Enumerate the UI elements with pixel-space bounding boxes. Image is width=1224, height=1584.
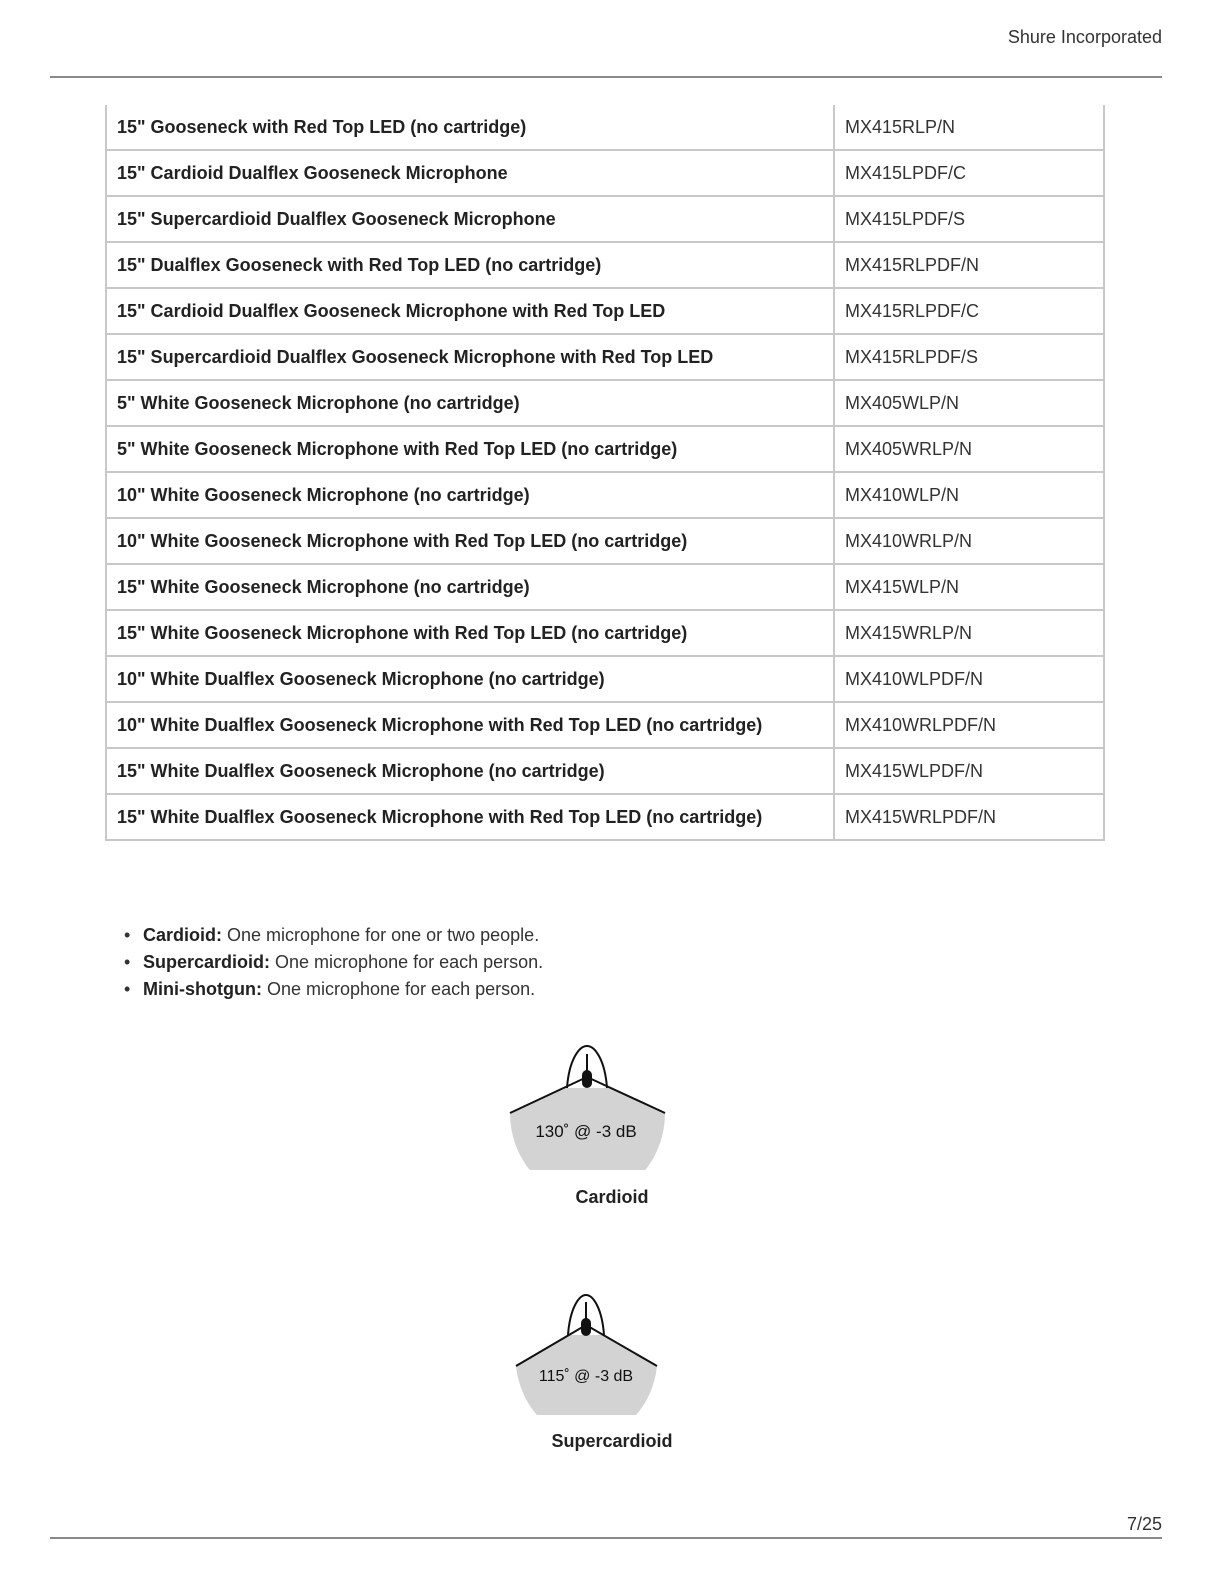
table-row [106, 288, 1104, 334]
table-row [106, 518, 1104, 564]
product-description: 15" White Dualflex Gooseneck Microphone with Red Top LED (no cartridge) [106, 794, 834, 840]
supercardioid-diagram [513, 1290, 663, 1415]
model-number: MX415WLPDF/N [834, 748, 1104, 794]
table-row [106, 150, 1104, 196]
polar-pattern-list [124, 922, 543, 1003]
bullet-term: Supercardioid: [143, 952, 271, 972]
product-description: 5" White Gooseneck Microphone (no cartridge) [106, 380, 834, 426]
model-number: MX415LPDF/S [834, 196, 1104, 242]
bullet-text: One microphone for each person. [270, 952, 544, 972]
table-row [106, 610, 1104, 656]
table-row [106, 702, 1104, 748]
header-company: Shure Incorporated [1007, 27, 1162, 47]
table-row [106, 564, 1104, 610]
supercardioid-caption: Supercardioid [551, 1431, 673, 1451]
model-number: MX415WRLP/N [834, 610, 1104, 656]
model-number: MX410WRLPDF/N [834, 702, 1104, 748]
product-description: 10" White Dualflex Gooseneck Microphone (no cartridge) [106, 656, 834, 702]
cardioid-angle-label: 130˚ @ -3 dB [535, 1122, 637, 1141]
product-description: 15" Supercardioid Dualflex Gooseneck Microphone with Red Top LED [106, 334, 834, 380]
product-description: 10" White Gooseneck Microphone (no cartridge) [106, 472, 834, 518]
table-row [106, 794, 1104, 840]
model-number: MX405WLP/N [834, 380, 1104, 426]
model-number: MX415WLP/N [834, 564, 1104, 610]
table-row [106, 426, 1104, 472]
model-number: MX410WLP/N [834, 472, 1104, 518]
model-number: MX415RLP/N [834, 105, 1104, 150]
product-description: 15" White Gooseneck Microphone (no cartridge) [106, 564, 834, 610]
bullet-term: Cardioid: [143, 925, 222, 945]
list-item [124, 976, 543, 1003]
product-description: 15" Gooseneck with Red Top LED (no cartridge) [106, 105, 834, 150]
product-description: 10" White Dualflex Gooseneck Microphone with Red Top LED (no cartridge) [106, 702, 834, 748]
model-table [105, 105, 1105, 841]
model-number: MX410WLPDF/N [834, 656, 1104, 702]
table-row [106, 748, 1104, 794]
table-row [106, 105, 1104, 150]
product-description: 15" Cardioid Dualflex Gooseneck Microphone with Red Top LED [106, 288, 834, 334]
product-description: 15" Supercardioid Dualflex Gooseneck Microphone [106, 196, 834, 242]
microphone-icon [582, 1070, 592, 1088]
model-number: MX415RLPDF/S [834, 334, 1104, 380]
product-description: 10" White Gooseneck Microphone with Red Top LED (no cartridge) [106, 518, 834, 564]
product-description: 15" White Dualflex Gooseneck Microphone (no cartridge) [106, 748, 834, 794]
supercardioid-angle-label: 115˚ @ -3 dB [538, 1368, 634, 1385]
table-row [106, 242, 1104, 288]
model-number: MX415RLPDF/C [834, 288, 1104, 334]
model-number: MX405WRLP/N [834, 426, 1104, 472]
header-rule [50, 76, 1162, 78]
bullet-text: One microphone for each person. [261, 979, 536, 999]
microphone-icon [581, 1318, 591, 1336]
model-number: MX410WRLP/N [834, 518, 1104, 564]
cardioid-diagram [505, 1040, 670, 1170]
cardioid-caption: Cardioid [575, 1187, 649, 1207]
page-number: 7/25 [1126, 1514, 1162, 1534]
model-number: MX415WRLPDF/N [834, 794, 1104, 840]
product-description: 15" White Gooseneck Microphone with Red Top LED (no cartridge) [106, 610, 834, 656]
model-number: MX415RLPDF/N [834, 242, 1104, 288]
list-item [124, 922, 543, 949]
table-row [106, 196, 1104, 242]
list-item [124, 949, 543, 976]
bullet-text: One microphone for one or two people. [222, 925, 540, 945]
product-description: 15" Dualflex Gooseneck with Red Top LED (no cartridge) [106, 242, 834, 288]
product-description: 5" White Gooseneck Microphone with Red Top LED (no cartridge) [106, 426, 834, 472]
bullet-term: Mini-shotgun: [143, 979, 262, 999]
footer-rule [50, 1537, 1162, 1539]
table-row [106, 380, 1104, 426]
table-row [106, 472, 1104, 518]
model-number: MX415LPDF/C [834, 150, 1104, 196]
table-row [106, 334, 1104, 380]
product-description: 15" Cardioid Dualflex Gooseneck Microphone [106, 150, 834, 196]
table-row [106, 656, 1104, 702]
